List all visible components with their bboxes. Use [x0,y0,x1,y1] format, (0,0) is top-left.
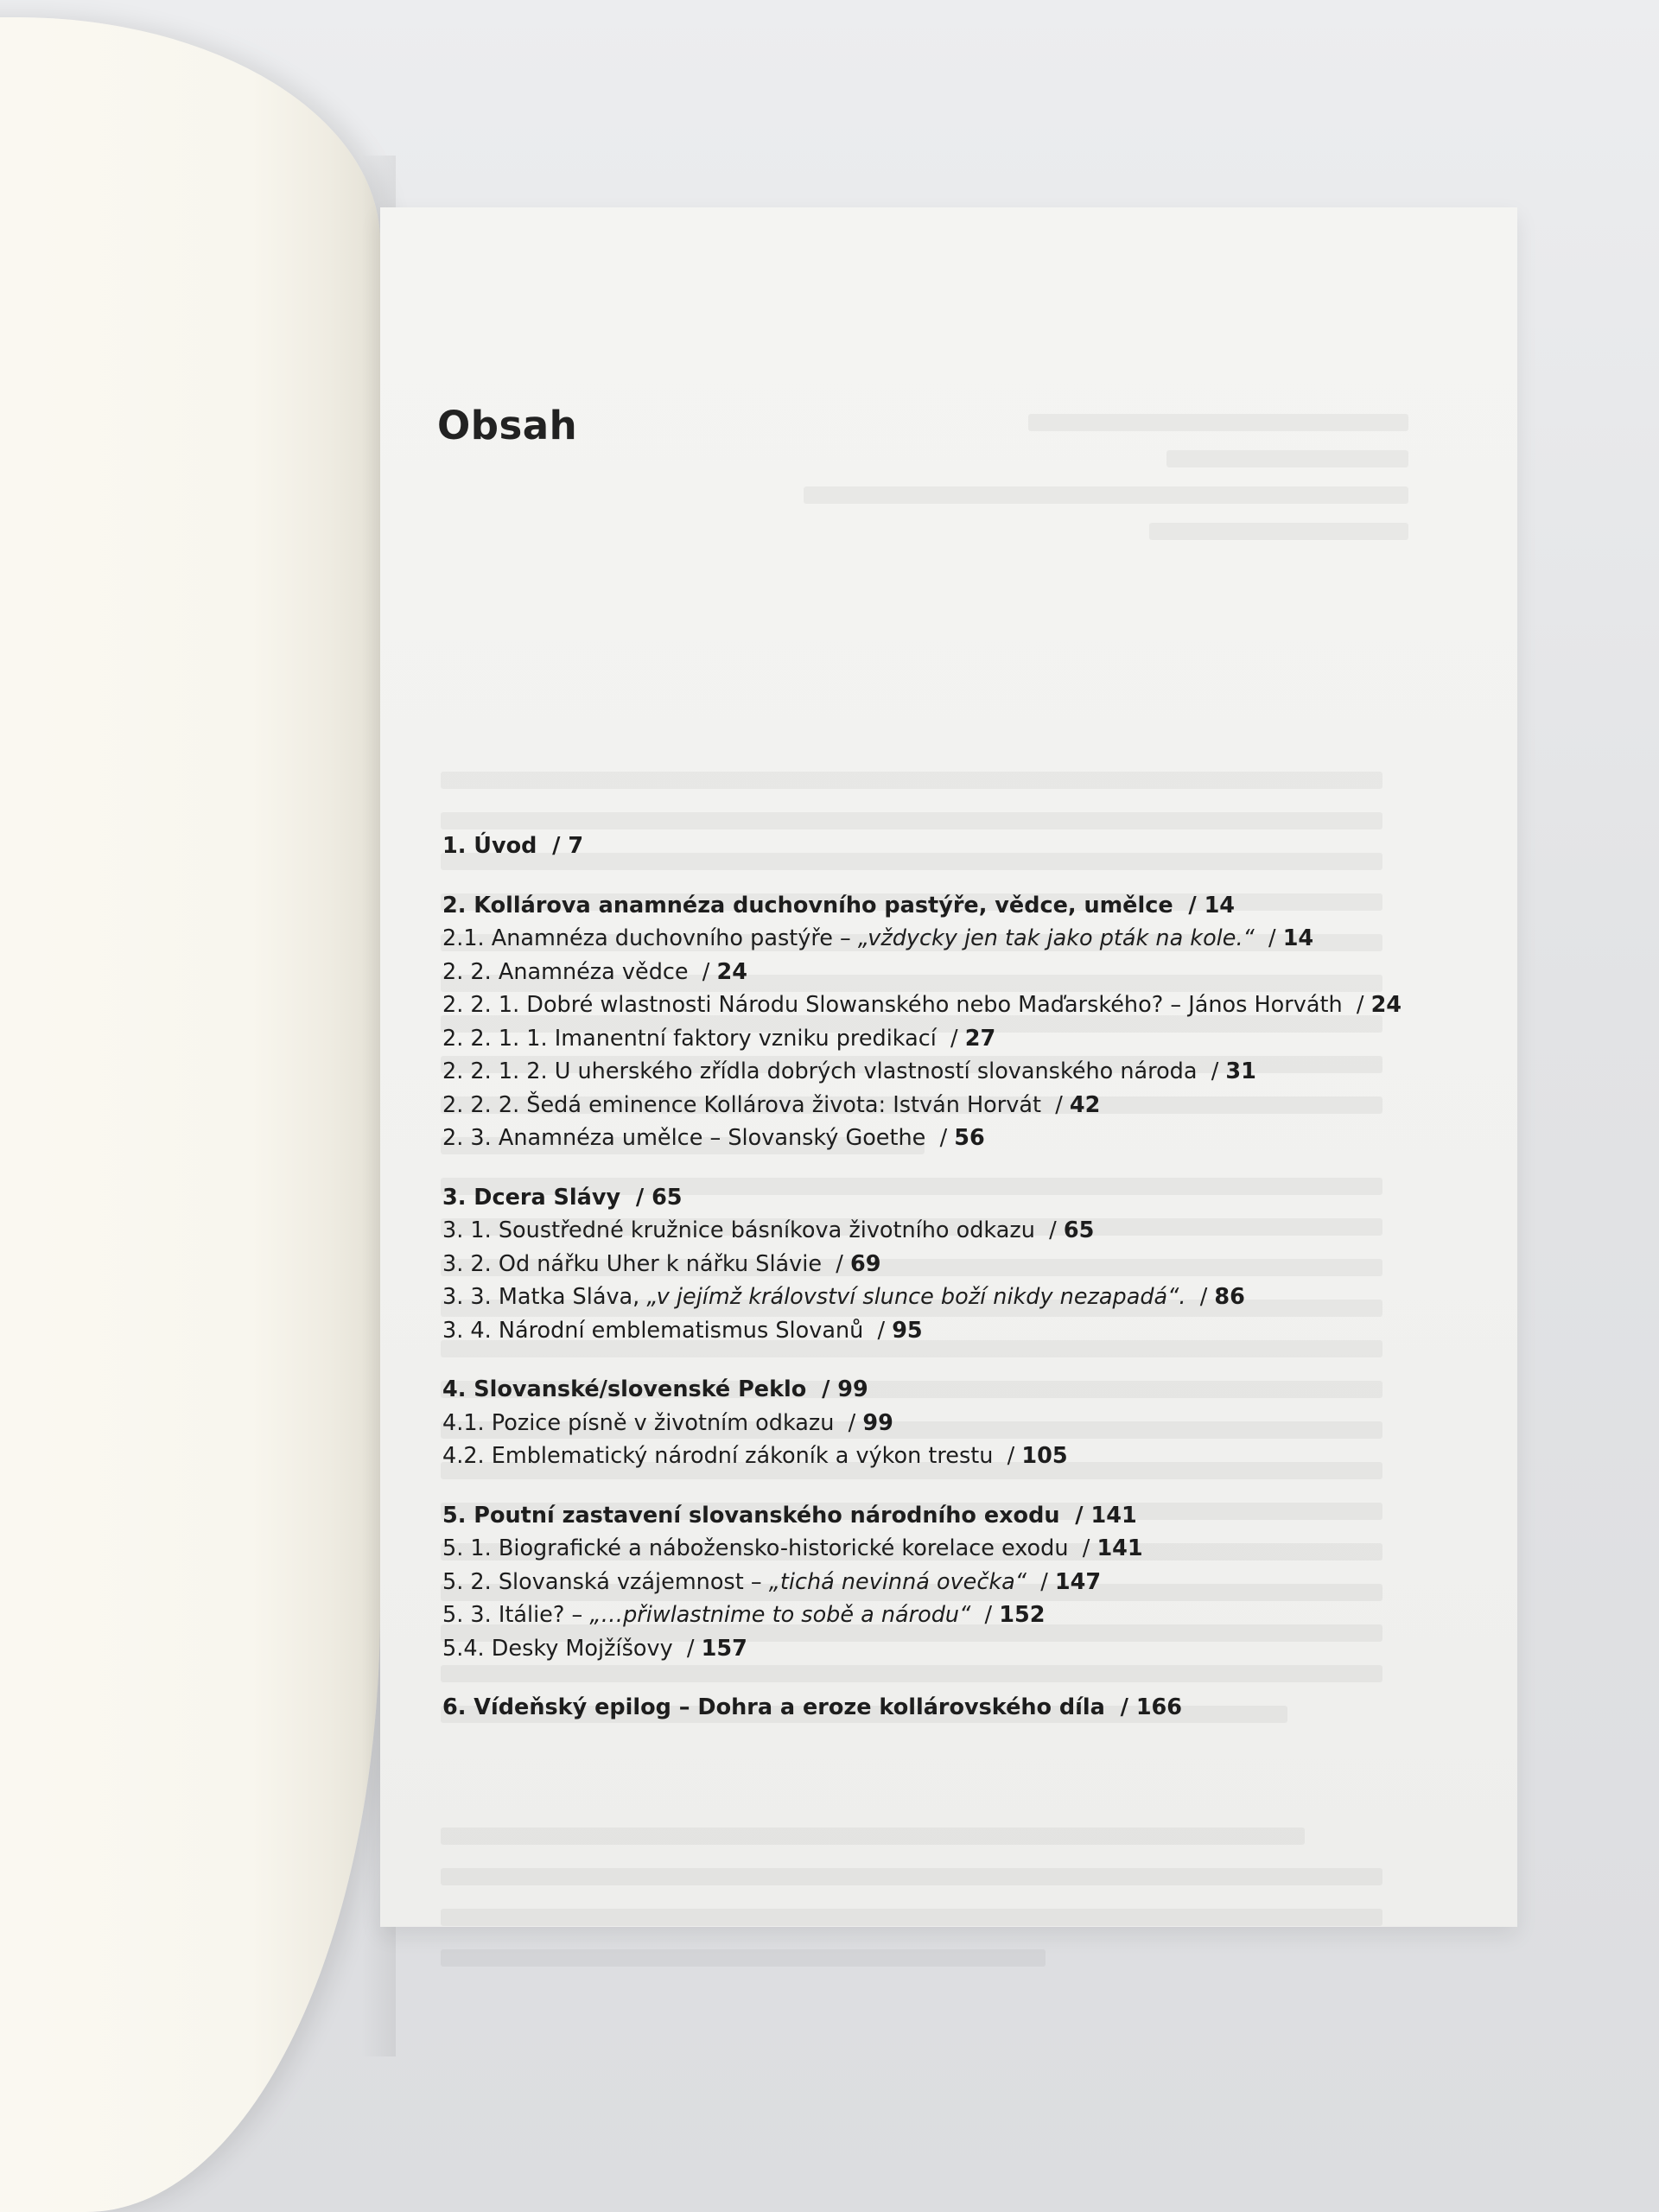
toc-section [442,889,1505,1155]
toc-subchapter-entry [442,1248,1505,1281]
toc-section [442,1499,1505,1666]
toc-chapter-entry [442,830,1505,863]
toc-entry-title: 5.4. Desky Mojžíšovy [442,1635,673,1662]
toc-page-separator: / [1026,1568,1055,1595]
toc-entry-title: 6. Vídeňský epilog – Dohra a eroze kollárovského díla [442,1694,1105,1720]
toc-page-separator: / [620,1184,652,1211]
toc-page-number: 65 [1063,1217,1095,1243]
toc-page-separator: / [1104,1694,1136,1720]
toc-entry-title: 4.1. Pozice písně v životním odkazu [442,1409,835,1436]
toc-subchapter-entry [442,1532,1505,1566]
toc-section [442,1181,1505,1348]
toc-entry-quote: „…přiwlastnime to sobě a národu“ [589,1602,971,1628]
toc-page-number: 14 [1282,925,1314,951]
toc-entry-title: 2.1. Anamnéza duchovního pastýře – [442,925,858,951]
toc-page-number: 166 [1135,1694,1183,1720]
toc-page-number: 69 [849,1250,881,1277]
left-page [0,17,380,2212]
toc-page-number: 7 [568,833,584,859]
toc-entry-title: 2. 2. 1. 1. Imanentní faktory vzniku predikací [442,1025,937,1052]
toc-chapter-entry [442,1181,1505,1215]
toc-entry-title: 3. 2. Od nářku Uher k nářku Slávie [442,1250,823,1277]
toc-section [442,1373,1505,1473]
toc-subchapter-entry [442,956,1505,989]
toc-entry-quote: „vždycky jen tak jako pták na kole.“ [857,925,1255,951]
toc-entry-quote: „v jejímž království slunce boží nikdy nezapadá“. [646,1284,1186,1310]
toc-page-number: 105 [1021,1443,1068,1469]
toc-entry-title: 4.2. Emblematický národní zákoník a výkon trestu [442,1443,994,1469]
toc-entry-title: 4. Slovanské/slovenské Peklo [442,1376,807,1402]
toc-page-number: 24 [716,958,748,985]
toc-page-number: 157 [701,1635,747,1662]
toc-section [442,1691,1505,1725]
toc-page-separator: / [537,833,569,859]
toc-entry-quote: „tichá nevinná ovečka“ [768,1568,1027,1595]
toc-subchapter-entry [442,1055,1505,1089]
table-of-contents [442,830,1505,1751]
toc-entry-title: 3. Dcera Slávy [442,1184,621,1211]
toc-entry-title: 5. Poutní zastavení slovanského národního exodu [442,1502,1060,1529]
toc-page-number: 31 [1225,1058,1256,1084]
toc-subchapter-entry [442,1214,1505,1248]
toc-page-number: 24 [1370,992,1402,1018]
toc-page-separator: / [863,1317,893,1344]
toc-page-separator: / [970,1602,1000,1628]
toc-page-separator: / [806,1376,838,1402]
toc-page-number: 152 [999,1602,1046,1628]
toc-entry-title: 2. Kollárova anamnéza duchovního pastýře, vědce, umělce [442,892,1173,918]
toc-entry-title: 5. 1. Biografické a nábožensko-historické korelace exodu [442,1535,1069,1561]
toc-page-number: 99 [837,1376,868,1402]
toc-subchapter-entry [442,988,1505,1022]
toc-entry-title: 2. 2. Anamnéza vědce [442,958,689,985]
toc-page-number: 95 [892,1317,923,1344]
toc-page-separator: / [1068,1535,1097,1561]
toc-chapter-entry [442,1691,1505,1725]
toc-page-number: 27 [964,1025,996,1052]
toc-page-separator: / [925,1125,955,1151]
toc-page-separator: / [1342,992,1371,1018]
toc-subchapter-entry [442,1632,1505,1666]
toc-page-number: 147 [1054,1568,1102,1595]
toc-subchapter-entry [442,1566,1505,1599]
toc-page-number: 86 [1214,1284,1245,1310]
toc-entry-title: 2. 2. 1. Dobré wlastnosti Národu Slowanského nebo Maďarského? – János Horváth [442,992,1343,1018]
toc-page-separator: / [993,1443,1022,1469]
toc-subchapter-entry [442,1599,1505,1632]
toc-subchapter-entry [442,1314,1505,1348]
toc-entry-title: 3. 4. Národní emblematismus Slovanů [442,1317,864,1344]
toc-chapter-entry [442,1373,1505,1407]
toc-page-separator: / [1034,1217,1064,1243]
toc-page-separator: / [672,1635,702,1662]
toc-subchapter-entry [442,1281,1505,1314]
toc-chapter-entry [442,889,1505,923]
toc-entry-title: 2. 2. 2. Šedá eminence Kollárova života: István Horvát [442,1091,1041,1118]
toc-header [437,403,1491,448]
toc-entry-title: 3. 1. Soustředné kružnice básníkova životního odkazu [442,1217,1035,1243]
toc-entry-title: 5. 2. Slovanská vzájemnost – [442,1568,769,1595]
toc-page-number: 141 [1090,1502,1137,1529]
toc-entry-title: 3. 3. Matka Sláva, [442,1284,647,1310]
toc-page-number: 42 [1069,1091,1101,1118]
toc-page-separator: / [1059,1502,1091,1529]
toc-entry-title: 2. 3. Anamnéza umělce – Slovanský Goethe [442,1125,926,1151]
toc-page-separator: / [1197,1058,1226,1084]
toc-subchapter-entry [442,1022,1505,1056]
toc-page-number: 56 [954,1125,985,1151]
toc-page-separator: / [936,1025,965,1052]
toc-entry-title: 2. 2. 1. 2. U uherského zřídla dobrých vlastností slovanského národa [442,1058,1198,1084]
toc-page-separator: / [822,1250,850,1277]
toc-subchapter-entry [442,1407,1505,1440]
toc-entry-title: 5. 3. Itálie? – [442,1602,590,1628]
toc-page-separator: / [1173,892,1205,918]
toc-subchapter-entry [442,922,1505,956]
toc-page-number: 65 [652,1184,683,1211]
toc-page-separator: / [1185,1284,1215,1310]
page-title: Obsah [437,403,578,448]
toc-page-separator: / [1040,1091,1070,1118]
toc-subchapter-entry [442,1440,1505,1473]
toc-subchapter-entry [442,1089,1505,1122]
toc-page-separator: / [688,958,717,985]
toc-page-separator: / [1254,925,1283,951]
toc-chapter-entry [442,1499,1505,1533]
toc-section [442,830,1505,863]
toc-page-number: 141 [1096,1535,1143,1561]
toc-page-number: 14 [1204,892,1236,918]
toc-page-number: 99 [862,1409,893,1436]
toc-subchapter-entry [442,1122,1505,1155]
toc-page-separator: / [834,1409,863,1436]
toc-entry-title: 1. Úvod [442,833,537,859]
